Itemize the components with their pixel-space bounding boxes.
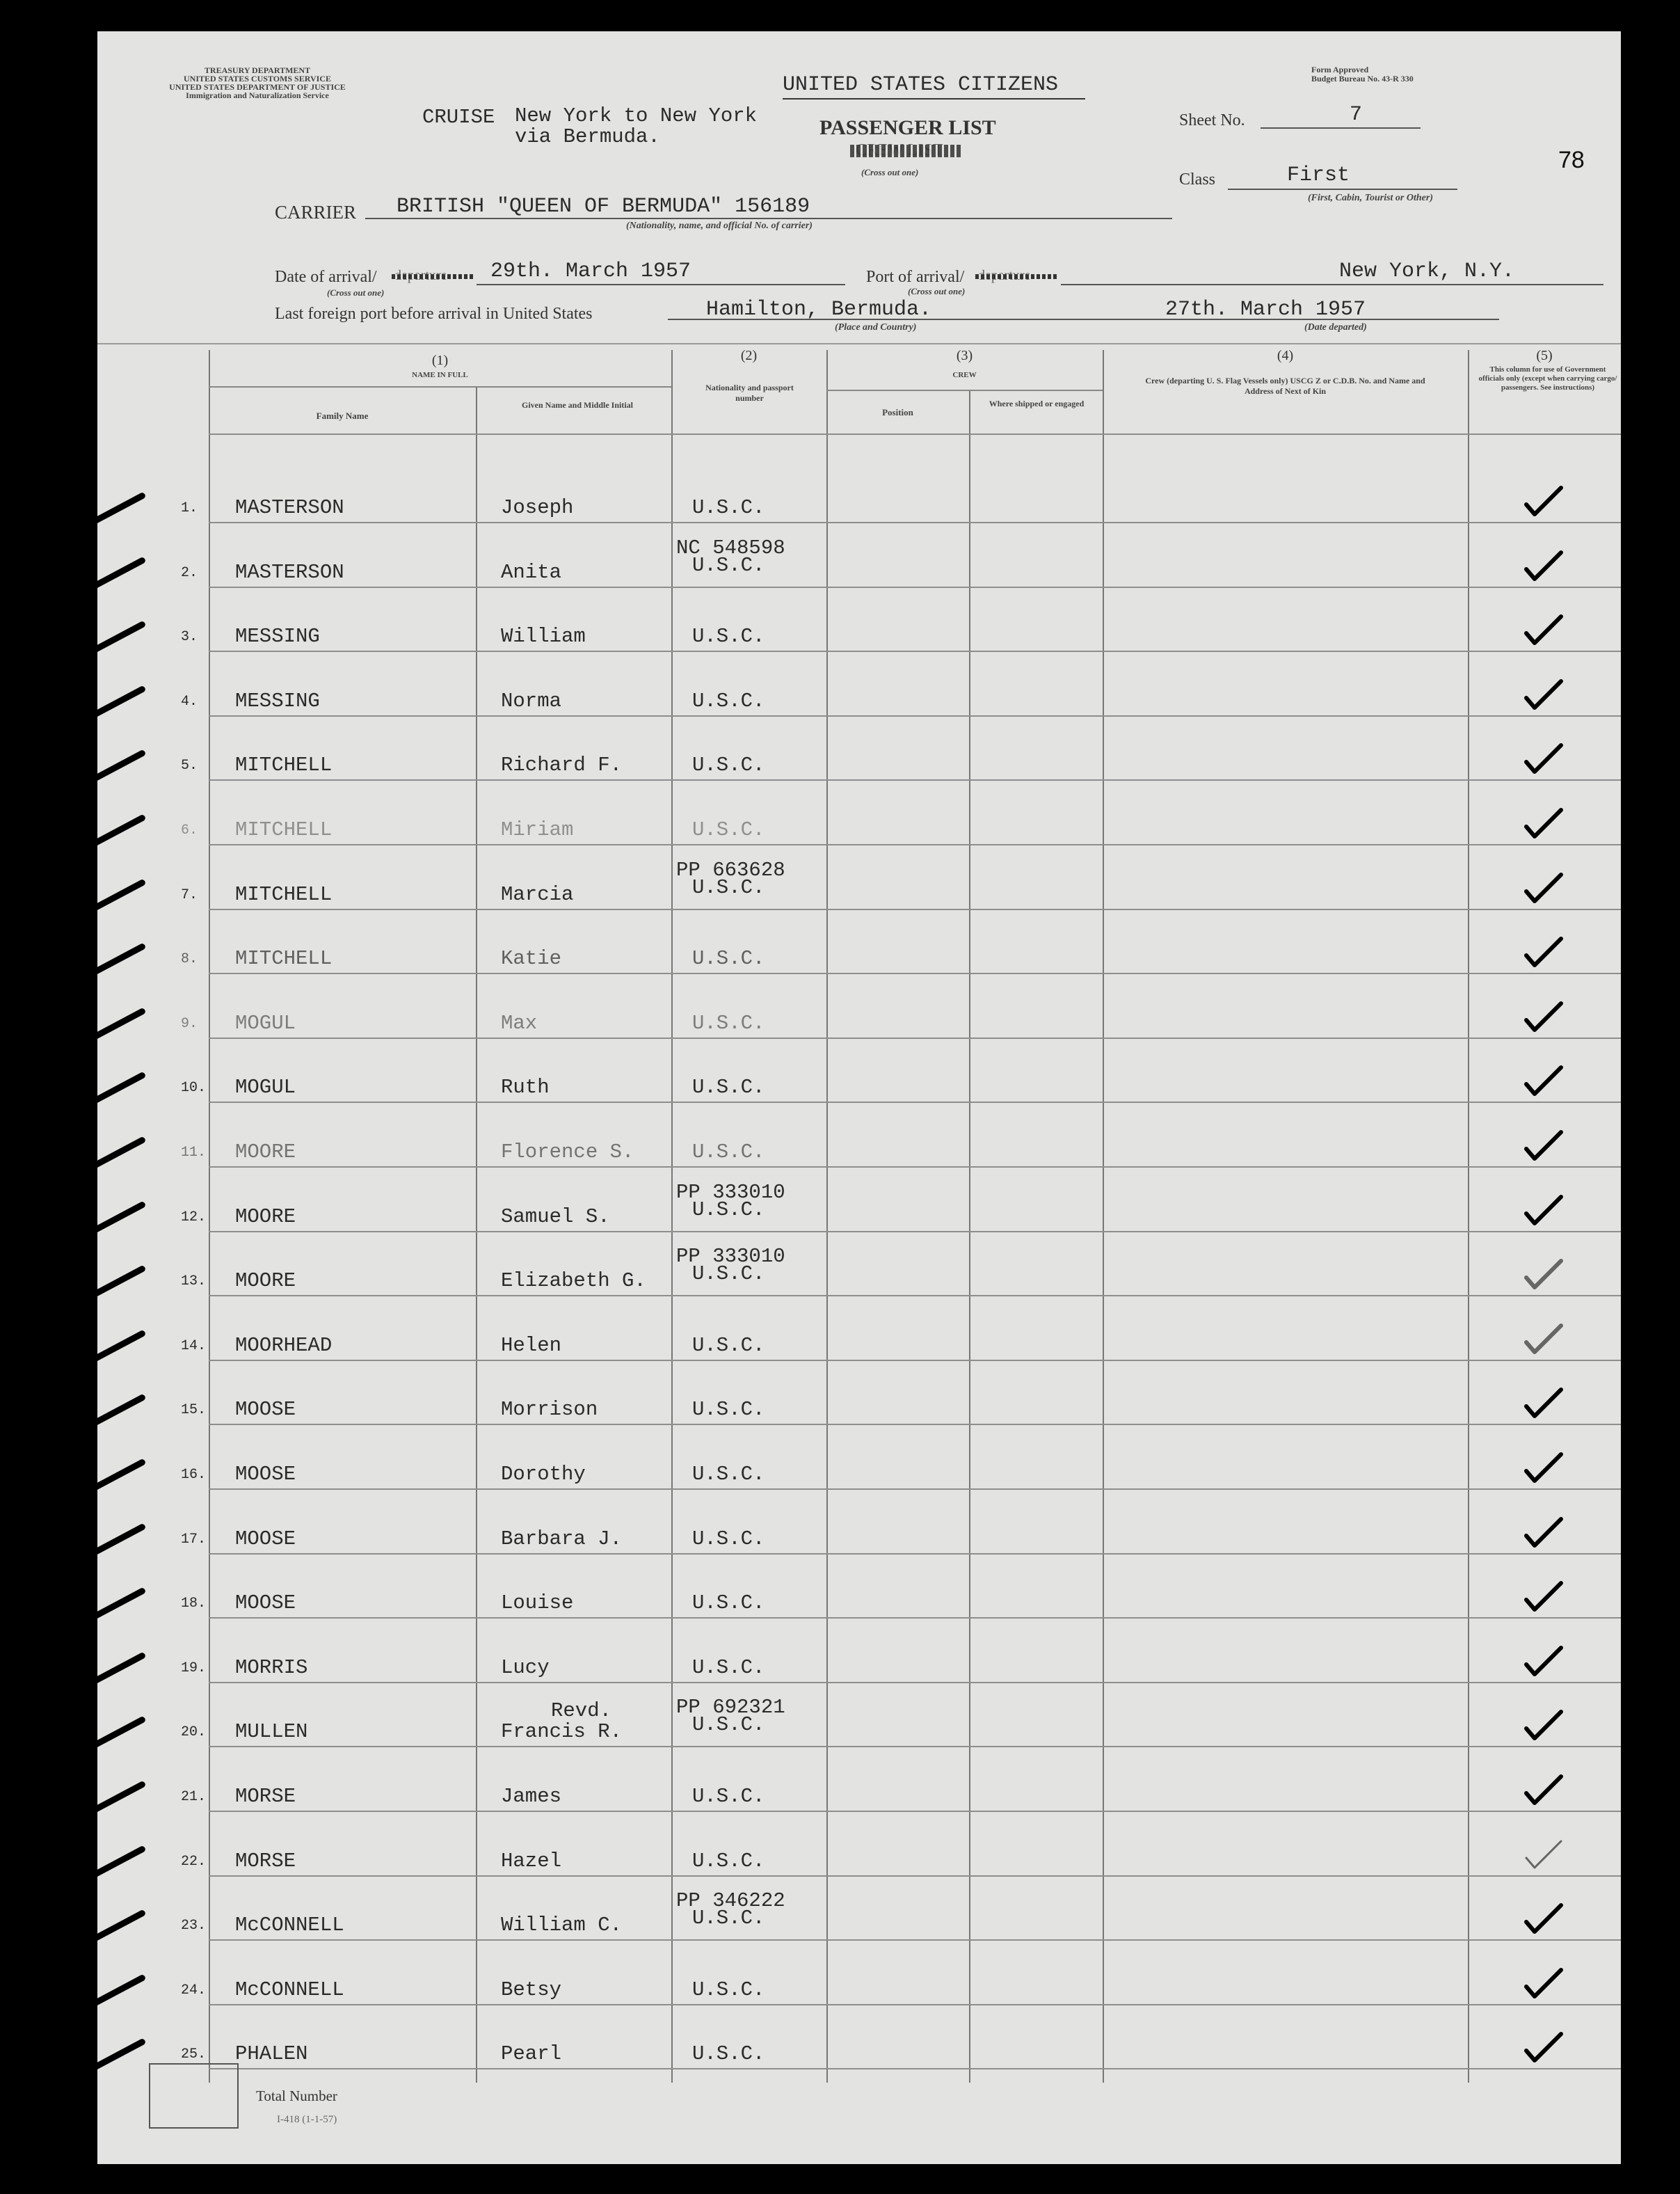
check-mark-icon (1523, 1450, 1565, 1485)
row-number: 12. (181, 1209, 207, 1225)
row-rule (209, 2068, 1621, 2069)
margin-tick-mark (97, 621, 146, 664)
row-rule (209, 1617, 1621, 1619)
nationality: U.S.C. (692, 1527, 765, 1550)
column-divider (826, 350, 828, 2083)
passenger-list-label: PASSENGER LIST (819, 116, 996, 139)
nationality: U.S.C. (692, 553, 765, 577)
check-mark-icon (1523, 999, 1565, 1034)
form-number: I-418 (1-1-57) (277, 2114, 337, 2125)
given-name: Louise (501, 1591, 574, 1615)
family-name: MOORE (235, 1205, 296, 1228)
passport-number: PP 663628 (676, 858, 785, 882)
margin-tick-mark (97, 814, 146, 857)
passport-number: PP 333010 (676, 1180, 785, 1204)
passport-number: PP 346222 (676, 1889, 785, 1913)
family-name: MORSE (235, 1849, 296, 1873)
treasury-line: Immigration and Naturalization Service (186, 90, 329, 100)
row-rule (209, 1424, 1621, 1425)
treasury-block (163, 66, 351, 100)
given-name: Marcia (501, 882, 574, 906)
row-rule (209, 1875, 1621, 1877)
row-number: 13. (181, 1273, 207, 1290)
given-name: William C. (501, 1914, 623, 1937)
given-name: Barbara J. (501, 1527, 623, 1550)
nationality: U.S.C. (692, 1398, 765, 1422)
row-rule (209, 1553, 1621, 1555)
check-mark-icon (1523, 935, 1565, 969)
margin-tick-mark (97, 1651, 146, 1694)
given-name: Francis R. (501, 1720, 623, 1744)
row-number: 6. (181, 822, 198, 838)
sheet-underline (1261, 127, 1421, 129)
row-rule (209, 1488, 1621, 1490)
carrier-label: CARRIER (275, 202, 357, 223)
margin-tick-mark (97, 1200, 146, 1243)
family-name: MOOSE (235, 1527, 296, 1550)
check-mark-icon (1523, 1385, 1565, 1420)
given-name: James (501, 1785, 562, 1808)
treasury-line: UNITED STATES DEPARTMENT OF JUSTICE (169, 82, 346, 92)
sheet-number: 7 (1350, 103, 1363, 127)
row-rule (209, 715, 1621, 717)
nationality: U.S.C. (692, 1463, 765, 1486)
family-name: MESSING (235, 689, 320, 713)
row-rule (209, 1746, 1621, 1747)
check-mark-icon (1523, 1966, 1565, 2001)
family-name: MOORE (235, 1140, 296, 1163)
header-rule (826, 390, 1103, 391)
passport-number: PP 692321 (676, 1696, 785, 1719)
check-mark-icon (1523, 1772, 1565, 1807)
given-name: Elizabeth G. (501, 1269, 646, 1293)
row-rule (209, 651, 1621, 652)
check-mark-icon (1523, 484, 1565, 518)
margin-tick-mark (97, 943, 146, 986)
family-name: MOOSE (235, 1591, 296, 1615)
row-number: 2. (181, 564, 198, 581)
budget-bureau: Budget Bureau No. 43-R 330 (1311, 74, 1414, 84)
margin-tick-mark (97, 1716, 146, 1759)
given-name: Ruth (501, 1076, 550, 1099)
arrival-underline (477, 284, 845, 285)
row-rule (209, 779, 1621, 781)
page-stamp: 78 (1558, 147, 1585, 173)
row-rule (209, 1811, 1621, 1812)
family-name: MOORE (235, 1269, 296, 1293)
check-mark-icon (1523, 612, 1565, 647)
row-number: 8. (181, 951, 198, 968)
family-name: MITCHELL (235, 754, 333, 777)
col3b-title: Where shipped or engaged (989, 399, 1085, 408)
place-hint: (Place and Country) (835, 322, 917, 333)
row-number: 7. (181, 887, 198, 903)
citizens-title: UNITED STATES CITIZENS (783, 73, 1059, 97)
col3-title: CREW (952, 371, 977, 379)
column-divider (1468, 350, 1469, 2083)
margin-tick-mark (97, 1909, 146, 1953)
column-divider (969, 390, 970, 2083)
margin-tick-mark (97, 685, 146, 728)
nationality: U.S.C. (692, 947, 765, 971)
column-divider (1103, 350, 1104, 2083)
nationality: U.S.C. (692, 1655, 765, 1679)
col5-title: This column for use of Government officials only (except when carrying cargo/ passengers. See instructions) (1478, 365, 1617, 392)
column-divider (209, 350, 210, 2083)
margin-tick-mark (97, 1007, 146, 1050)
document-page (97, 31, 1621, 2164)
row-number: 20. (181, 1724, 207, 1741)
port-label: Port of arrival/ (866, 268, 965, 286)
margin-tick-mark (97, 749, 146, 793)
nationality: U.S.C. (692, 1713, 765, 1737)
family-name: MITCHELL (235, 882, 333, 906)
nationality: U.S.C. (692, 689, 765, 713)
given-name: Helen (501, 1333, 562, 1357)
given-name: William (501, 625, 586, 649)
margin-tick-mark (97, 1973, 146, 2017)
margin-tick-mark (97, 1523, 146, 1566)
header-bottom-rule (209, 434, 1621, 435)
class-value: First (1287, 164, 1350, 187)
row-rule (209, 1939, 1621, 1941)
check-mark-icon (1523, 806, 1565, 841)
row-number: 22. (181, 1853, 207, 1870)
row-number: 21. (181, 1789, 207, 1805)
family-name: MOOSE (235, 1398, 296, 1422)
port-hint: (Cross out one) (908, 286, 966, 296)
row-rule (209, 1166, 1621, 1168)
row-rule (209, 1038, 1621, 1039)
sheet-label: Sheet No. (1179, 111, 1245, 129)
row-number: 17. (181, 1531, 207, 1548)
family-name: MOOSE (235, 1463, 296, 1486)
col4-title: Crew (departing U. S. Flag Vessels only) USCG Z or C.D.B. No. and Name and Address of Next of Kin (1145, 376, 1425, 396)
col4-number: (4) (1277, 348, 1294, 363)
family-name: MITCHELL (235, 818, 333, 841)
row-rule (209, 2004, 1621, 2005)
nationality: U.S.C. (692, 1140, 765, 1163)
col2-number: (2) (740, 348, 758, 363)
arrival-hint: (Cross out one) (327, 287, 385, 298)
row-number: 18. (181, 1596, 207, 1612)
port-underline (1061, 284, 1603, 285)
arrival-strikeout (392, 274, 474, 279)
row-number: 11. (181, 1145, 207, 1161)
nationality: U.S.C. (692, 496, 765, 519)
check-mark-icon (1523, 548, 1565, 583)
margin-tick-mark (97, 2038, 146, 2081)
title-underline (783, 98, 1085, 100)
cross-out-note: (Cross out one) (861, 167, 919, 177)
port-value: New York, N.Y. (1339, 260, 1515, 283)
margin-tick-mark (97, 1136, 146, 1179)
last-port-label: Last foreign port before arrival in United States (275, 305, 593, 323)
row-rule (209, 1682, 1621, 1683)
class-label: Class (1179, 170, 1216, 189)
carrier-hint: (Nationality, name, and official No. of carrier) (626, 221, 813, 231)
col1a-title: Family Name (316, 411, 369, 421)
margin-tick-mark (97, 556, 146, 599)
row-rule (209, 1360, 1621, 1361)
row-number: 10. (181, 1080, 207, 1097)
row-number: 1. (181, 500, 198, 516)
family-name: MORSE (235, 1785, 296, 1808)
passport-number: NC 548598 (676, 536, 785, 559)
given-name: Dorothy (501, 1463, 586, 1486)
carrier-value: BRITISH "QUEEN OF BERMUDA" 156189 (397, 195, 810, 218)
class-hint: (First, Cabin, Tourist or Other) (1308, 193, 1433, 203)
col3a-title: Position (882, 407, 913, 418)
form-approved: Form Approved (1311, 65, 1369, 74)
given-name: Norma (501, 689, 562, 713)
check-mark-icon (1523, 1321, 1565, 1356)
col5-number: (5) (1536, 348, 1553, 363)
arrival-label: Date of arrival/ (275, 268, 377, 286)
row-rule (209, 1295, 1621, 1296)
cruise-label: CRUISE (422, 106, 495, 129)
given-name: Morrison (501, 1398, 598, 1422)
class-underline (1228, 189, 1457, 190)
given-name: Lucy (501, 1655, 550, 1679)
given-name: Richard F. (501, 754, 623, 777)
header-rule (209, 386, 671, 388)
nationality: U.S.C. (692, 1907, 765, 1930)
nationality: U.S.C. (692, 754, 765, 777)
col1-title: NAME IN FULL (412, 371, 468, 379)
check-mark-icon (1523, 1837, 1565, 1872)
margin-tick-mark (97, 878, 146, 921)
family-name: PHALEN (235, 2042, 308, 2066)
family-name: MESSING (235, 625, 320, 649)
nationality: U.S.C. (692, 625, 765, 649)
nationality: U.S.C. (692, 1849, 765, 1873)
given-name: Miriam (501, 818, 574, 841)
nationality: U.S.C. (692, 1076, 765, 1099)
family-name: MASTERSON (235, 496, 344, 519)
column-divider (476, 386, 477, 2083)
total-number-label: Total Number (256, 2088, 337, 2104)
given-name: Betsy (501, 1978, 562, 2001)
row-number: 25. (181, 2046, 207, 2063)
nationality: U.S.C. (692, 818, 765, 841)
check-mark-icon (1523, 1579, 1565, 1614)
family-name: MOGUL (235, 1011, 296, 1035)
row-number: 19. (181, 1660, 207, 1676)
nationality: U.S.C. (692, 1591, 765, 1615)
row-number: 23. (181, 1918, 207, 1934)
given-name: Florence S. (501, 1140, 634, 1163)
treasury-line: TREASURY DEPARTMENT (204, 65, 311, 75)
check-mark-icon (1523, 1644, 1565, 1678)
arrival-value: 29th. March 1957 (490, 260, 691, 283)
row-rule (209, 844, 1621, 845)
column-divider (671, 350, 673, 2083)
row-number: 4. (181, 693, 198, 710)
treasury-line: UNITED STATES CUSTOMS SERVICE (184, 74, 331, 84)
check-mark-icon (1523, 1257, 1565, 1291)
crew-list-strikeout (850, 145, 961, 157)
row-rule (209, 1102, 1621, 1103)
family-name: McCONNELL (235, 1914, 344, 1937)
check-mark-icon (1523, 1128, 1565, 1163)
family-name: MULLEN (235, 1720, 308, 1744)
family-name: MITCHELL (235, 947, 333, 971)
family-name: MOGUL (235, 1076, 296, 1099)
nationality: U.S.C. (692, 1978, 765, 2001)
nationality: U.S.C. (692, 1333, 765, 1357)
check-mark-icon (1523, 1515, 1565, 1550)
row-rule (209, 587, 1621, 588)
check-mark-icon (1523, 1708, 1565, 1742)
row-rule (209, 973, 1621, 974)
date-departed-value: 27th. March 1957 (1165, 298, 1366, 321)
given-name: Hazel (501, 1849, 562, 1873)
margin-tick-mark (97, 1265, 146, 1308)
margin-tick-mark (97, 1845, 146, 1888)
port-strikeout (975, 274, 1057, 279)
col2-title: Nationality and passport number (705, 383, 794, 403)
family-name: MORRIS (235, 1655, 308, 1679)
table-top-rule (97, 343, 1621, 344)
given-name: Samuel S. (501, 1205, 610, 1228)
row-number: 16. (181, 1467, 207, 1483)
last-port-value: Hamilton, Bermuda. (706, 298, 932, 321)
given-name-prefix: Revd. (551, 1699, 612, 1723)
margin-tick-mark (97, 1394, 146, 1437)
margin-tick-mark (97, 1072, 146, 1115)
row-number: 3. (181, 629, 198, 646)
row-number: 9. (181, 1015, 198, 1032)
nationality: U.S.C. (692, 1785, 765, 1808)
family-name: McCONNELL (235, 1978, 344, 2001)
given-name: Pearl (501, 2042, 562, 2066)
given-name: Katie (501, 947, 562, 971)
date-departed-hint: (Date departed) (1304, 322, 1367, 333)
col1b-title: Given Name and Middle Initial (521, 400, 633, 410)
row-rule (209, 522, 1621, 523)
margin-tick-mark (97, 1781, 146, 1824)
family-name: MOORHEAD (235, 1333, 333, 1357)
cruise-route-line1: New York to New York (515, 104, 758, 127)
margin-tick-mark (97, 1587, 146, 1630)
total-number-box (149, 2063, 239, 2129)
given-name: Max (501, 1011, 538, 1035)
row-number: 14. (181, 1337, 207, 1354)
row-rule (209, 1231, 1621, 1232)
check-mark-icon (1523, 1193, 1565, 1227)
check-mark-icon (1523, 2030, 1565, 2065)
col3-number: (3) (956, 348, 973, 363)
check-mark-icon (1523, 871, 1565, 905)
margin-tick-mark (97, 492, 146, 535)
given-name: Joseph (501, 496, 574, 519)
margin-tick-mark (97, 1329, 146, 1372)
check-mark-icon (1523, 1901, 1565, 1936)
given-name: Anita (501, 560, 562, 584)
row-number: 5. (181, 758, 198, 774)
row-rule (209, 909, 1621, 910)
nationality: U.S.C. (692, 875, 765, 899)
check-mark-icon (1523, 677, 1565, 712)
nationality: U.S.C. (692, 1011, 765, 1035)
cruise-route-line2: via Bermuda. (515, 125, 660, 148)
col1-number: (1) (431, 353, 449, 368)
check-mark-icon (1523, 741, 1565, 776)
row-number: 15. (181, 1402, 207, 1419)
nationality: U.S.C. (692, 1198, 765, 1221)
passport-number: PP 333010 (676, 1245, 785, 1269)
row-number: 24. (181, 1982, 207, 1998)
family-name: MASTERSON (235, 560, 344, 584)
check-mark-icon (1523, 1063, 1565, 1098)
nationality: U.S.C. (692, 1262, 765, 1286)
nationality: U.S.C. (692, 2042, 765, 2066)
margin-tick-mark (97, 1458, 146, 1502)
